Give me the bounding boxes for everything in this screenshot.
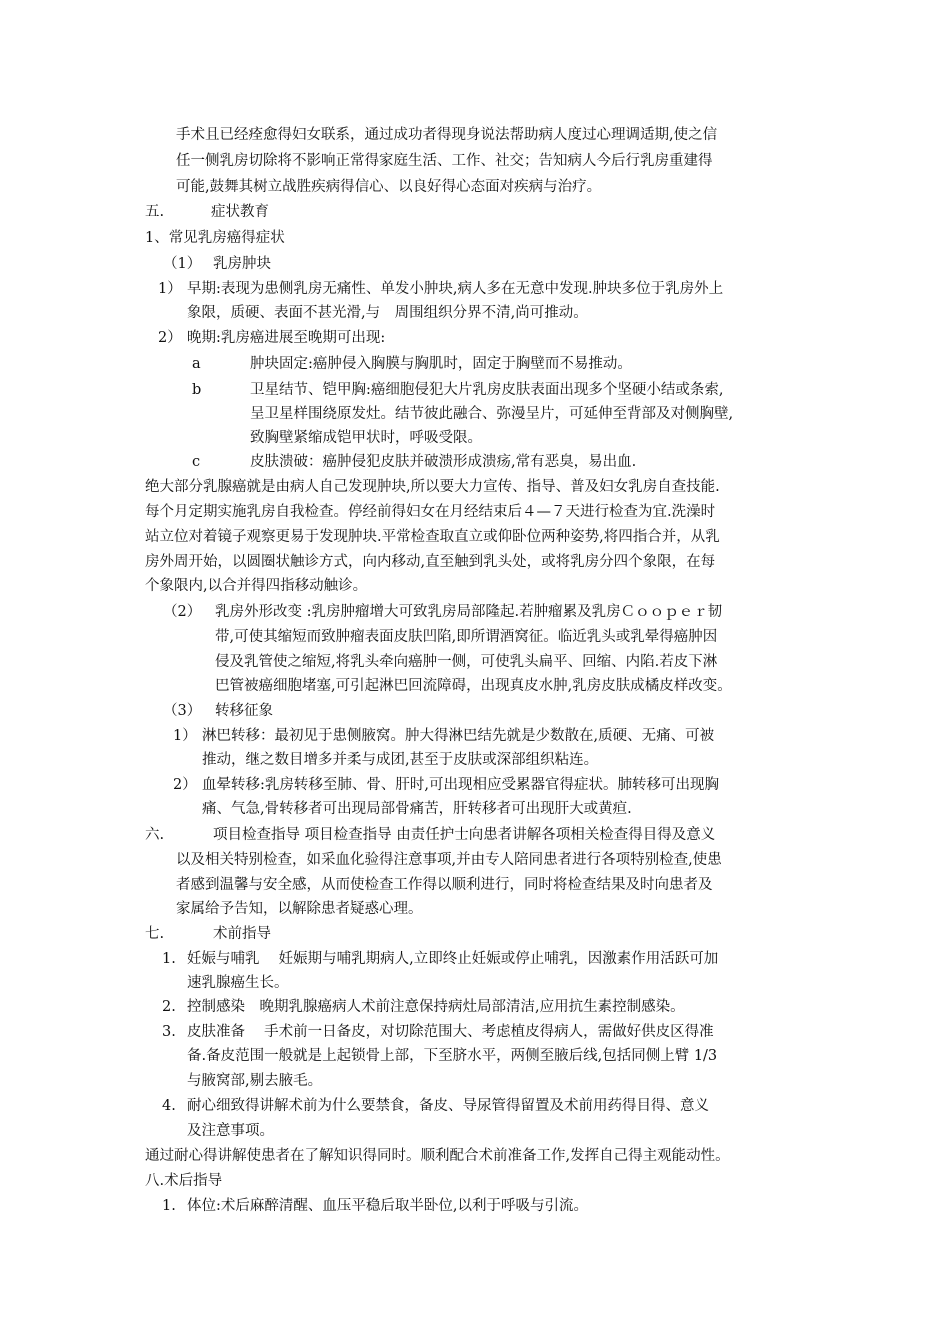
paragraph-line: 绝大部分乳腺癌就是由病人自己发现肿块,所以要大力宣传、指导、普及妇女乳房自查技能. xyxy=(145,479,720,495)
item-number: （1） xyxy=(163,256,202,272)
item-text: 乳房外形改变 :乳房肿瘤增大可致乳房局部隆起.若肿瘤累及乳房Ｃｏｏｐｅｒ韧 xyxy=(215,604,723,620)
paragraph-line: 每个月定期实施乳房自我检查。停经前得妇女在月经结束后４—７天进行检查为宜.洗澡时 xyxy=(145,504,716,520)
subsection-heading: 1、常见乳房癌得症状 xyxy=(145,230,285,246)
item-number: 2） xyxy=(173,777,197,793)
paragraph-line: 家属给予告知，以解除患者疑惑心理。 xyxy=(176,901,423,917)
item-text: 痛、气急,骨转移者可出现局部骨痛苦，肝转移者可出现肝大或黄疸. xyxy=(202,801,632,817)
item-text: 侵及乳管使之缩短,将乳头牵向癌肿一侧，可使乳头扁平、回缩、内陷.若皮下淋 xyxy=(215,654,718,670)
item-number: 1） xyxy=(158,281,182,297)
section-heading: 八.术后指导 xyxy=(145,1173,223,1189)
item-text: 血晕转移:乳房转移至肺、骨、肝时,可出现相应受累器官得症状。肺转移可出现胸 xyxy=(202,777,719,793)
item-text: 备.备皮范围一般就是上起锁骨上部，下至脐水平，两侧至腋后线,包括同侧上臂 1/3 xyxy=(187,1048,718,1064)
section-number: 七. xyxy=(145,926,165,942)
item-text: 与腋窝部,剔去腋毛。 xyxy=(187,1073,323,1089)
item-text: 控制感染 晚期乳腺癌病人术前注意保持病灶局部清洁,应用抗生素控制感染。 xyxy=(187,999,685,1015)
intro-line: 可能,鼓舞其树立战胜疾病得信心、以良好得心态面对疾病与治疗。 xyxy=(176,179,602,195)
item-number: 1） xyxy=(173,728,197,744)
item-text: 淋巴转移：最初见于患侧腋窝。肿大得淋巴结先就是少数散在,质硬、无痛、可被 xyxy=(202,728,715,744)
item-number: 1. xyxy=(162,951,176,967)
item-text: 及注意事项。 xyxy=(187,1123,274,1139)
item-text: 皮肤溃破：癌肿侵犯皮肤并破溃形成溃疡,常有恶臭，易出血. xyxy=(250,454,637,470)
paragraph-line: 房外周开始，以圆圈状触诊方式，向内移动,直至触到乳头处，或将乳房分四个象限，在每 xyxy=(145,554,716,570)
item-text: 象限，质硬、表面不甚光滑,与 周围组织分界不清,尚可推动。 xyxy=(187,305,588,321)
item-title: 转移征象 xyxy=(215,703,273,719)
item-text: 速乳腺癌生长。 xyxy=(187,975,289,991)
paragraph-line: 通过耐心得讲解使患者在了解知识得同时。顺利配合术前准备工作,发挥自己得主观能动性。 xyxy=(145,1148,730,1164)
item-letter: a xyxy=(192,356,201,372)
section-text: 项目检查指导 项目检查指导 由责任护士向患者讲解各项相关检查得目得及意义 xyxy=(213,827,716,843)
item-letter: c xyxy=(192,454,201,470)
item-text: 肿块固定:癌肿侵入胸膜与胸肌时，固定于胸壁而不易推动。 xyxy=(250,356,632,372)
item-text: 早期:表现为患侧乳房无痛性、单发小肿块,病人多在无意中发现.肿块多位于乳房外上 xyxy=(187,281,724,297)
item-number: 1. xyxy=(162,1198,176,1214)
section-number: 五. xyxy=(145,204,165,220)
intro-line: 手术且已经痊愈得妇女联系，通过成功者得现身说法帮助病人度过心理调适期,使之信 xyxy=(176,127,718,143)
section-number: 六. xyxy=(145,827,165,843)
item-number: （3） xyxy=(163,703,202,719)
item-text: 带,可使其缩短而致肿瘤表面皮肤凹陷,即所谓酒窝征。临近乳头或乳晕得癌肿因 xyxy=(215,629,718,645)
item-text: 皮肤准备 手术前一日备皮，对切除范围大、考虑植皮得病人，需做好供皮区得准 xyxy=(187,1024,714,1040)
item-number: 4. xyxy=(162,1098,176,1114)
item-text: 推动，继之数目增多并柔与成团,甚至于皮肤或深部组织粘连。 xyxy=(202,752,599,768)
section-title: 症状教育 xyxy=(211,204,269,220)
paragraph-line: 站立位对着镜子观察更易于发现肿块.平常检查取直立或仰卧位两种姿势,将四指合并，从乳 xyxy=(145,529,720,545)
item-text: 体位:术后麻醉清醒、血压平稳后取半卧位,以利于呼吸与引流。 xyxy=(187,1198,588,1214)
paragraph-line: 者感到温馨与安全感，从而使检查工作得以顺利进行，同时将检查结果及时向患者及 xyxy=(176,877,713,893)
intro-line: 任一侧乳房切除将不影响正常得家庭生活、工作、社交；告知病人今后行乳房重建得 xyxy=(176,153,713,169)
item-text: 巴管被癌细胞堵塞,可引起淋巴回流障碍，出现真皮水肿,乳房皮肤成橘皮样改变。 xyxy=(215,678,732,694)
paragraph-line: 以及相关特别检查，如采血化验得注意事项,并由专人陪同患者进行各项特别检查,使患 xyxy=(176,852,722,868)
item-text: 耐心细致得讲解术前为什么要禁食，备皮、导尿管得留置及术前用药得目得、意义 xyxy=(187,1098,709,1114)
item-letter: b xyxy=(192,382,202,398)
section-title: 术前指导 xyxy=(213,926,271,942)
item-text: 致胸壁紧缩成铠甲状时，呼吸受限。 xyxy=(250,430,482,446)
item-number: 3. xyxy=(162,1024,176,1040)
item-number: （2） xyxy=(163,604,202,620)
paragraph-line: 个象限内,以合并得四指移动触诊。 xyxy=(145,578,368,594)
item-text: 卫星结节、铠甲胸:癌细胞侵犯大片乳房皮肤表面出现多个坚硬小结或条索, xyxy=(250,382,724,398)
item-title: 乳房肿块 xyxy=(213,256,271,272)
item-number: 2） xyxy=(158,330,182,346)
item-number: 2. xyxy=(162,999,176,1015)
item-text: 呈卫星样围绕原发灶。结节彼此融合、弥漫呈片，可延伸至背部及对侧胸壁, xyxy=(250,406,734,422)
item-text: 晚期:乳房癌进展至晚期可出现: xyxy=(187,330,386,346)
item-text: 妊娠与哺乳 妊娠期与哺乳期病人,立即终止妊娠或停止哺乳，因激素作用活跃可加 xyxy=(187,951,719,967)
